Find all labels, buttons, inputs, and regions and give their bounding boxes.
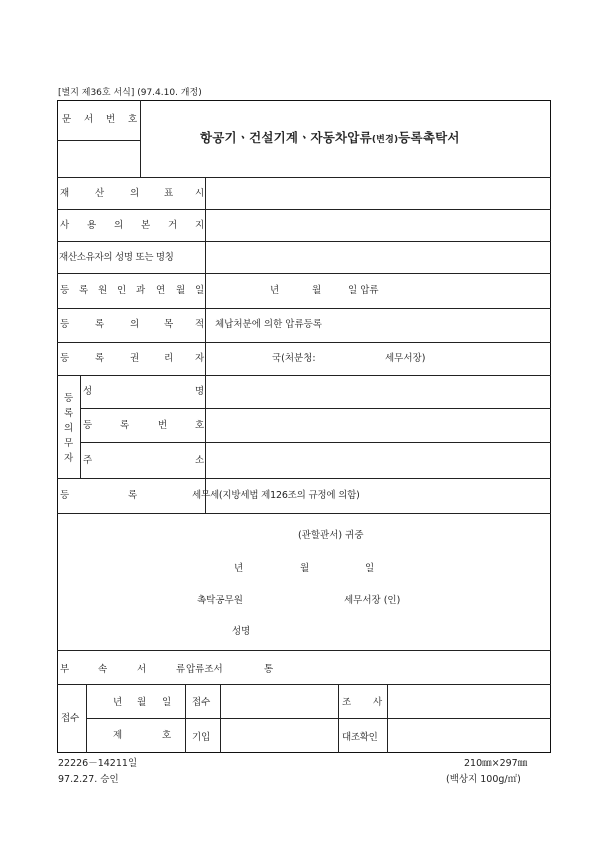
receipt-vline: [387, 684, 388, 753]
frame-right: [550, 100, 551, 753]
receipt-side-label: 접수: [61, 713, 80, 724]
r4-c4: 인: [117, 285, 127, 296]
r2-c3: 의: [114, 220, 124, 231]
r7-value: 세무세(지방세법 제126조의 규정에 의함): [192, 490, 360, 501]
r1-c3: 의: [130, 188, 140, 199]
r6-c2: 록: [95, 353, 105, 364]
attach-c2: 속: [98, 664, 108, 675]
obligor-side-2: 록: [64, 408, 74, 419]
form-number: [별지 제36호 서식] (97.4.10. 개정): [58, 88, 202, 98]
obligor-regno-c4: 호: [195, 420, 205, 431]
r4-c2: 록: [79, 285, 89, 296]
footer-approved: 97.2.27. 승인: [58, 774, 119, 785]
row-line: [57, 513, 551, 514]
form-title: 항공기ㆍ건설기계ㆍ자동차압류(변경)등록촉탁서: [200, 130, 460, 145]
body-date-month: 월: [300, 563, 310, 574]
frame-bottom: [57, 752, 551, 753]
r1-c5: 시: [195, 188, 205, 199]
obligor-regno-c3: 번: [158, 420, 168, 431]
row-line: [57, 375, 551, 376]
entry-label: 기입: [192, 732, 211, 743]
r2-c5: 거: [168, 220, 178, 231]
row-line: [57, 342, 551, 343]
obligor-addr-c1: 주: [83, 455, 93, 466]
r4-c6: 연: [156, 285, 166, 296]
row-line: [57, 209, 551, 210]
r1-c1: 재: [60, 188, 70, 199]
receipt-date-year: 년: [113, 697, 123, 708]
recipient: (관할관서) 귀중: [298, 530, 364, 541]
frame-top: [57, 100, 551, 101]
obligor-side-3: 의: [64, 423, 74, 434]
r6-c1: 등: [60, 353, 70, 364]
r7-c2: 록: [128, 490, 138, 501]
receipt-date-month: 월: [137, 697, 147, 708]
survey-c1: 조: [342, 697, 352, 708]
obligor-name-c1: 성: [83, 386, 93, 397]
r6-c4: 리: [164, 353, 174, 364]
attach-count: 통: [264, 664, 274, 675]
r2-c4: 본: [141, 220, 151, 231]
row-line: [57, 650, 551, 651]
verify-label: 대조확인: [342, 732, 378, 743]
doc-no-divider: [57, 140, 141, 141]
r7-c1: 등: [60, 490, 70, 501]
receipt-vline: [338, 684, 339, 753]
r4-c5: 과: [136, 285, 146, 296]
obligor-addr-c2: 소: [195, 455, 205, 466]
r6-c3: 권: [130, 353, 140, 364]
r5-c1: 등: [60, 319, 70, 330]
row-line: [80, 442, 551, 443]
frame-left: [57, 100, 58, 753]
r5-c3: 의: [130, 319, 140, 330]
r6-value-b: 세무서장): [385, 353, 426, 364]
signature-label: 성명: [232, 626, 251, 637]
row-line: [57, 177, 551, 178]
r4-c7: 월: [176, 285, 186, 296]
obligor-name-c2: 명: [195, 386, 205, 397]
obligor-side-1: 등: [64, 393, 74, 404]
attach-c1: 부: [60, 664, 70, 675]
row-line: [57, 241, 551, 242]
doc-no-vline: [140, 100, 141, 177]
r6-c5: 자: [195, 353, 205, 364]
obligor-side-5: 자: [64, 453, 74, 464]
r5-c5: 적: [195, 319, 205, 330]
row-line: [57, 478, 551, 479]
obligor-regno-c1: 등: [83, 420, 93, 431]
r4-c3: 원: [98, 285, 108, 296]
obligor-regno-c2: 록: [120, 420, 130, 431]
survey-c2: 사: [373, 697, 383, 708]
receipt-no-1: 제: [113, 730, 123, 741]
doc-no-label-4: 호: [128, 114, 138, 125]
row-line: [57, 684, 551, 685]
receipt-vline: [86, 684, 87, 753]
r4-val-month: 월: [312, 285, 322, 296]
r2-c6: 지: [195, 220, 205, 231]
r4-val-day: 일 압류: [348, 285, 379, 296]
attach-c3: 서: [137, 664, 147, 675]
footer-paper: (백상지 100g/㎡): [446, 774, 521, 785]
attach-c4: 류: [176, 664, 186, 675]
receipt-no-2: 호: [162, 730, 172, 741]
row-line: [57, 273, 551, 274]
r6-value-a: 국(처분청:: [272, 353, 316, 364]
r5-c4: 목: [164, 319, 174, 330]
body-date-day: 일: [365, 563, 375, 574]
r4-c8: 일: [195, 285, 205, 296]
body-date-year: 년: [234, 563, 244, 574]
r1-c4: 표: [164, 188, 174, 199]
footer-size: 210㎜×297㎜: [464, 758, 528, 769]
r4-c1: 등: [60, 285, 70, 296]
obligor-divider: [80, 375, 81, 478]
r5-value: 체납처분에 의한 압류등록: [215, 319, 322, 330]
receipt-date-day: 일: [162, 697, 172, 708]
doc-no-label-2: 서: [84, 114, 94, 125]
doc-no-label-1: 문: [62, 114, 72, 125]
r5-c2: 록: [95, 319, 105, 330]
intake-label: 접수: [192, 697, 211, 708]
r2-c1: 사: [60, 220, 70, 231]
row-line: [86, 718, 551, 719]
receipt-vline: [220, 684, 221, 753]
chief-seal: 세무서장 (인): [344, 595, 401, 606]
label-divider: [205, 177, 206, 513]
r2-c2: 용: [87, 220, 97, 231]
official-label: 촉탁공무원: [197, 595, 243, 606]
footer-code: 22226－14211일: [58, 758, 138, 769]
row-line: [57, 308, 551, 309]
row-line: [80, 408, 551, 409]
receipt-vline: [185, 684, 186, 753]
doc-no-label-3: 번: [106, 114, 116, 125]
obligor-side-4: 무: [64, 438, 74, 449]
owner-name-label: 재산소유자의 성명 또는 명칭: [59, 252, 174, 263]
r1-c2: 산: [95, 188, 105, 199]
r4-val-year: 년: [270, 285, 280, 296]
attach-value: 압류조서: [186, 664, 223, 675]
